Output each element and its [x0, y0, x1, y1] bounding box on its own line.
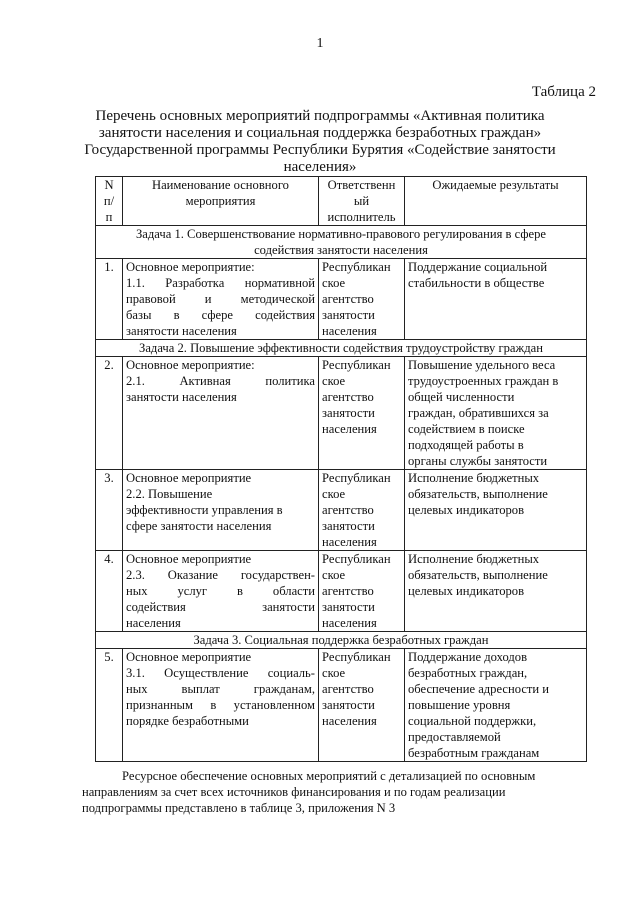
row-result: Исполнение бюджетных обязательств, выполнение целевых индикаторов [405, 551, 587, 632]
row-result: Исполнение бюджетных обязательств, выполнение целевых индикаторов [405, 470, 587, 551]
row-number: 1. [96, 259, 123, 340]
row-number: 4. [96, 551, 123, 632]
footer-line: Ресурсное обеспечение основных мероприятий с детализацией по основным [122, 769, 536, 783]
title-line: Перечень основных мероприятий подпрограммы «Активная политика [95, 108, 545, 124]
row-measure-name: Основное мероприятие 2.3. Оказание государствен- ных услуг в области содействия занятости населения [123, 551, 319, 632]
row-measure-name: Основное мероприятие: 2.1. Активная политика занятости населения [123, 357, 319, 470]
measures-table [95, 176, 587, 762]
row-measure-name: Основное мероприятие: 1.1. Разработка нормативной правовой и методической базы в сфере содействия занятости населения [123, 259, 319, 340]
footer-line: подпрограммы представлено в таблице 3, приложения N 3 [82, 801, 396, 815]
task-3-label: Задача 3. Социальная поддержка безработных граждан [96, 632, 587, 649]
footer-line: направлениям за счет всех источников финансирования и по годам реализации [82, 785, 506, 799]
title-line: населения» [283, 159, 357, 175]
header-num: N п/ п [96, 177, 123, 226]
header-result: Ожидаемые результаты [405, 177, 587, 226]
row-executor: Республикан ское агентство занятости населения [319, 357, 405, 470]
title-line: Государственной программы Республики Бурятия «Содействие занятости [84, 142, 556, 158]
row-executor: Республикан ское агентство занятости населения [319, 551, 405, 632]
row-executor: Республикан ское агентство занятости населения [319, 470, 405, 551]
table-row [96, 259, 587, 340]
task-1-label: Задача 1. Совершенствование нормативно-правового регулирования в сфере содействия занятости населения [96, 226, 587, 259]
row-number: 2. [96, 357, 123, 470]
row-executor: Республикан ское агентство занятости населения [319, 649, 405, 762]
table-label: Таблица 2 [531, 84, 596, 100]
header-row [96, 177, 587, 226]
task-row [96, 340, 587, 357]
table-row [96, 551, 587, 632]
task-row [96, 226, 587, 259]
header-name: Наименование основного мероприятия [123, 177, 319, 226]
row-measure-name: Основное мероприятие 3.1. Осуществление социаль- ных выплат гражданам, признанным в установленном порядке безработными [123, 649, 319, 762]
row-number: 5. [96, 649, 123, 762]
row-measure-name: Основное мероприятие 2.2. Повышение эффективности управления в сфере занятости населения [123, 470, 319, 551]
document-title [80, 108, 560, 176]
page-number: 1 [316, 36, 324, 51]
table-row [96, 649, 587, 762]
row-executor: Республикан ское агентство занятости населения [319, 259, 405, 340]
task-2-label: Задача 2. Повышение эффективности содействия трудоустройству граждан [96, 340, 587, 357]
header-executor: Ответственн ый исполнитель [319, 177, 405, 226]
row-result: Поддержание социальной стабильности в обществе [405, 259, 587, 340]
title-line: занятости населения и социальная поддержка безработных граждан» [98, 125, 542, 141]
row-result: Повышение удельного веса трудоустроенных граждан в общей численности граждан, обратившихся за содействием в поиске подходящей работы в органы службы занятости [405, 357, 587, 470]
table-row [96, 470, 587, 551]
task-row [96, 632, 587, 649]
row-number: 3. [96, 470, 123, 551]
row-result: Поддержание доходов безработных граждан, обеспечение адресности и повышение уровня социальной поддержки, предоставляемой безработным гражданам [405, 649, 587, 762]
table-row [96, 357, 587, 470]
footer-paragraph [82, 768, 562, 816]
